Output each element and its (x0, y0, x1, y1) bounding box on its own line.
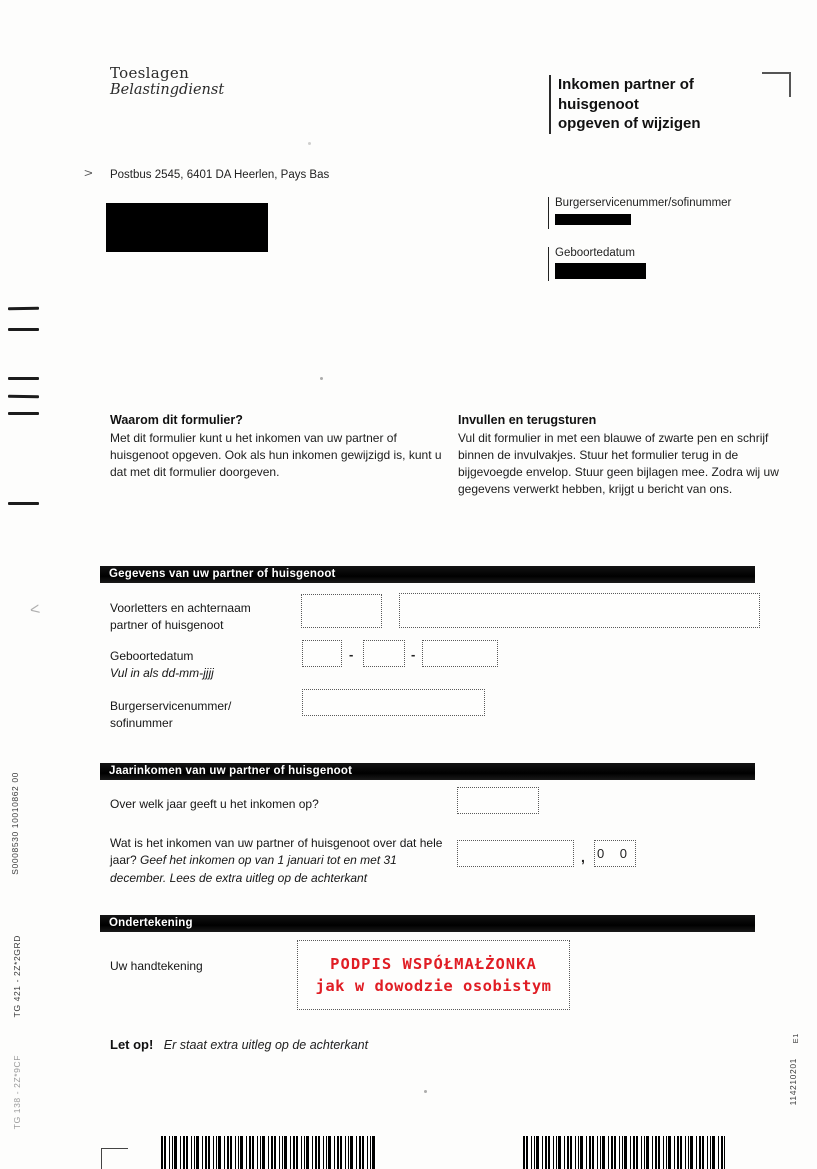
crop-mark-top-right (762, 72, 791, 97)
instructions-section (458, 413, 788, 498)
name-field-label (110, 600, 295, 635)
margin-code-left-top: S0008530 10010862 00 (10, 772, 20, 875)
income-cents-box: 0 0 (594, 840, 636, 867)
dob-label (548, 247, 646, 281)
bsn-field-label-line1: Burgerservicenummer/ (110, 699, 232, 713)
margin-chevron-mark: < (28, 599, 42, 620)
dob-field-hint: Vul in als dd-mm-jjjj (110, 666, 214, 681)
bsn-field-label (110, 698, 295, 733)
registration-mark (8, 307, 39, 311)
return-address: Postbus 2545, 6401 DA Heerlen, Pays Bas (109, 169, 330, 181)
name-field-label-line2: partner of huisgenoot (110, 618, 224, 633)
section-header-jaarinkomen: Jaarinkomen van uw partner of huisgenoot (100, 763, 755, 780)
barcode-right (523, 1136, 725, 1169)
signature-input-box (297, 940, 570, 1010)
margin-code-right: 114210201 (788, 1058, 798, 1106)
instructions-body: Vul dit formulier in met een blauwe of zwarte pen en schrijf binnen de invulvakjes. Stuur het formulier terug in de bijgevoegde envelop. Stuur geen bijlagen mee. Zodra wij uw gegevens verwerkt hebben, krijgt u bericht van ons. (458, 431, 779, 497)
initials-input-box (301, 594, 382, 628)
margin-code-left-mid: TG 421 - 2Z*2GRD (12, 935, 22, 1018)
scan-speck (424, 1090, 427, 1093)
surname-input-box (399, 593, 760, 628)
income-decimal-comma: , (581, 849, 585, 865)
address-chevron-icon: > (84, 166, 93, 181)
belastingdienst-logo (110, 64, 224, 98)
registration-mark (8, 328, 39, 331)
scan-speck (308, 142, 311, 145)
scan-speck (320, 377, 323, 380)
dob-dash-2: - (411, 647, 416, 662)
dob-dash-1: - (349, 647, 354, 662)
income-question (110, 835, 455, 887)
year-question: Over welk jaar geeft u het inkomen op? (110, 797, 319, 811)
redacted-dob-value (555, 263, 646, 279)
year-input-box (457, 787, 539, 814)
bsn-field-label-line2: sofinummer (110, 716, 173, 731)
dob-label-text: Geboortedatum (555, 247, 635, 259)
form-title-line3: opgeven of wijzigen (558, 115, 701, 132)
dob-month-box (363, 640, 405, 667)
section-header-gegevens: Gegevens van uw partner of huisgenoot (100, 566, 755, 583)
form-title-line1: Inkomen partner of (558, 76, 694, 93)
bsn-input-box (302, 689, 485, 716)
registration-mark (8, 412, 39, 415)
why-heading: Waarom dit formulier? (110, 413, 243, 427)
dob-day-box (302, 640, 342, 667)
crop-mark-bottom-left (101, 1148, 128, 1169)
margin-code-right-small: E1 (791, 1033, 800, 1044)
income-question-text: Wat is het inkomen van uw partner of huisgenoot over dat hele jaar? (110, 836, 443, 868)
income-input-box (457, 840, 574, 867)
income-question-hint: Geef het inkomen op van 1 januari tot en met 31 december. Lees de extra uitleg op de achterkant (110, 853, 397, 885)
why-section (110, 413, 447, 481)
signature-label: Uw handtekening (110, 959, 203, 973)
redacted-recipient-address (106, 203, 268, 252)
signature-stamp-line1: PODPIS WSPÓŁMAŁŻONKA (330, 955, 537, 973)
registration-mark (8, 395, 39, 399)
dob-year-box (422, 640, 498, 667)
attention-note-bold: Let op! (110, 1037, 154, 1052)
margin-code-left-bottom: TG 138 - 2Z*9CF (12, 1055, 22, 1130)
registration-mark (8, 377, 39, 380)
form-title (549, 75, 758, 134)
barcode-left (161, 1136, 377, 1169)
section-header-ondertekening: Ondertekening (100, 915, 755, 932)
redacted-bsn-value (555, 214, 631, 225)
form-title-line2: huisgenoot (558, 95, 639, 113)
bsn-label (548, 197, 731, 229)
registration-mark (8, 502, 39, 505)
name-field-label-line1: Voorletters en achternaam (110, 601, 251, 615)
return-address-row (84, 165, 329, 182)
dob-field-label (110, 648, 295, 683)
logo-toeslagen: Toeslagen (110, 64, 190, 82)
why-body: Met dit formulier kunt u het inkomen van uw partner of huisgenoot opgeven. Ook als hun inkomen gewijzigd is, kunt u dat met dit formulier doorgeven. (110, 431, 442, 480)
attention-note-italic: Er staat extra uitleg op de achterkant (163, 1038, 369, 1052)
bsn-label-text: Burgerservicenummer/sofinummer (555, 197, 732, 209)
attention-note (110, 1036, 368, 1054)
dob-field-label-text: Geboortedatum (110, 649, 194, 663)
logo-belastingdienst: Belastingdienst (110, 82, 225, 98)
instructions-heading: Invullen en terugsturen (458, 413, 597, 427)
signature-stamp-line2: jak w dowodzie osobistym (315, 977, 552, 995)
